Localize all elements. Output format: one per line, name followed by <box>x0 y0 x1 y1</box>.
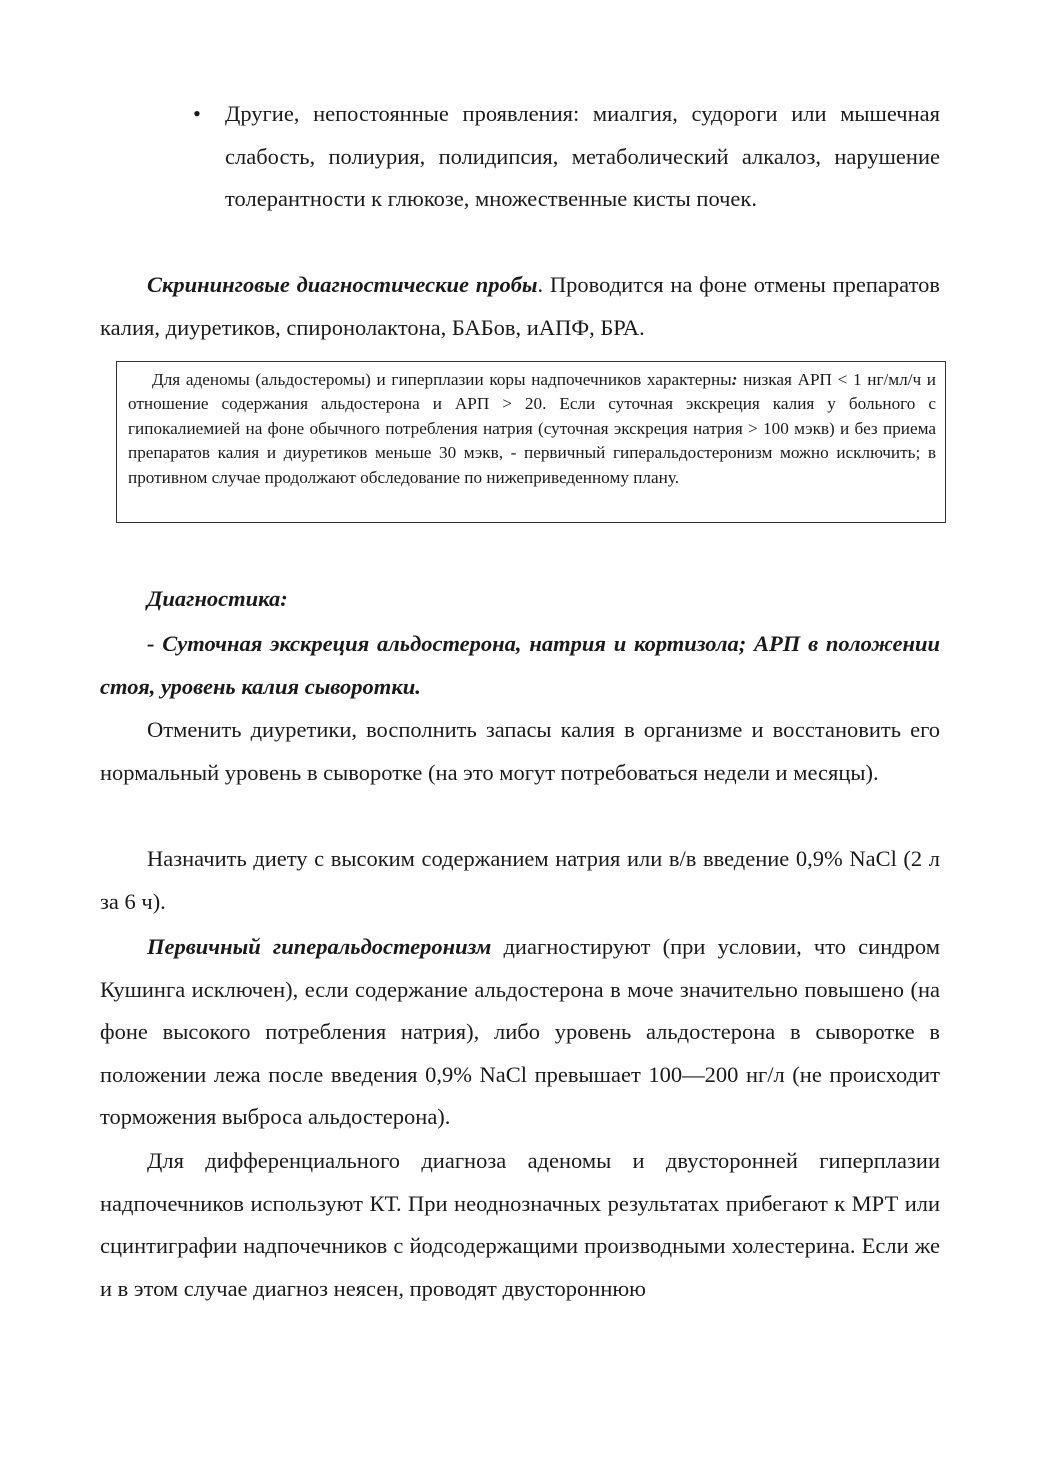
info-box-text-before: Для аденомы (альдостеромы) и гиперплазии коры надпочечников характерны <box>152 370 732 389</box>
diagnostics-subheading-paragraph <box>100 623 940 708</box>
bullet-text: Другие, непостоянные проявления: миалгия, судороги или мышечная слабость, полиурия, полидипсия, метаболический алкалоз, нарушение толерантности к глюкозе, множественные кисты почек. <box>225 101 940 211</box>
paragraph-4-text: Для дифференциального диагноза аденомы и двусторонней гиперплазии надпочечников используют КТ. При неоднозначных результатах прибегают к МРТ или сцинтиграфии надпочечников с йодсодержащими производными холестерина. Если же и в этом случае диагноз неясен, проводят двустороннюю <box>100 1148 940 1301</box>
paragraph-3 <box>100 926 940 1139</box>
paragraph-2 <box>100 838 940 923</box>
paragraph-3-text: диагностируют (при условии, что синдром Кушинга исключен), если содержание альдостерона в моче значительно повышено (на фоне высокого потребления натрия), либо уровень альдостерона в сыворотке в положении лежа после введения 0,9% NaCl превышает 100—200 нг/л (не происходит торможения выброса альдостерона). <box>100 934 940 1129</box>
diagnostics-heading-paragraph <box>100 578 940 621</box>
paragraph-2-text: Назначить диету с высоким содержанием натрия или в/в введение 0,9% NaCl (2 л за 6 ч). <box>100 846 940 914</box>
paragraph-1-text: Отменить диуретики, восполнить запасы калия в организме и восстановить его нормальный уровень в сыворотке (на это могут потребоваться недели и месяцы). <box>100 717 940 785</box>
paragraph-3-heading: Первичный гиперальдостеронизм <box>147 934 492 959</box>
diagnostics-heading: Диагностика: <box>147 586 288 611</box>
paragraph-4 <box>100 1140 940 1310</box>
screening-text: . Проводится на фоне отмены препаратов калия, диуретиков, спиронолактона, БАБов, иАПФ, БРА. <box>100 272 940 340</box>
screening-heading: Скрининговые диагностические пробы <box>147 272 538 297</box>
screening-paragraph <box>100 264 940 349</box>
info-box-colon: : <box>731 370 738 389</box>
bullet-marker: • <box>193 101 201 126</box>
info-box-text-after: низкая АРП < 1 нг/мл/ч и отношение содержания альдостерона и АРП > 20. Если суточная экскреция калия у больного с гипокалиемией на фоне обычного потребления натрия (суточная экскреция натрия > 100 мэкв) и без приема препаратов калия и диуретиков меньше 30 мэкв, - первичный гиперальдостеронизм можно исключить; в противном случае продолжают обследование по нижеприведенному плану. <box>128 370 936 487</box>
bullet-item <box>225 93 940 221</box>
diagnostics-subheading: - Суточная экскреция альдостерона, натрия и кортизола; АРП в положении стоя, уровень калия сыворотки. <box>100 631 940 699</box>
info-box-text <box>128 368 936 490</box>
paragraph-1 <box>100 709 940 794</box>
